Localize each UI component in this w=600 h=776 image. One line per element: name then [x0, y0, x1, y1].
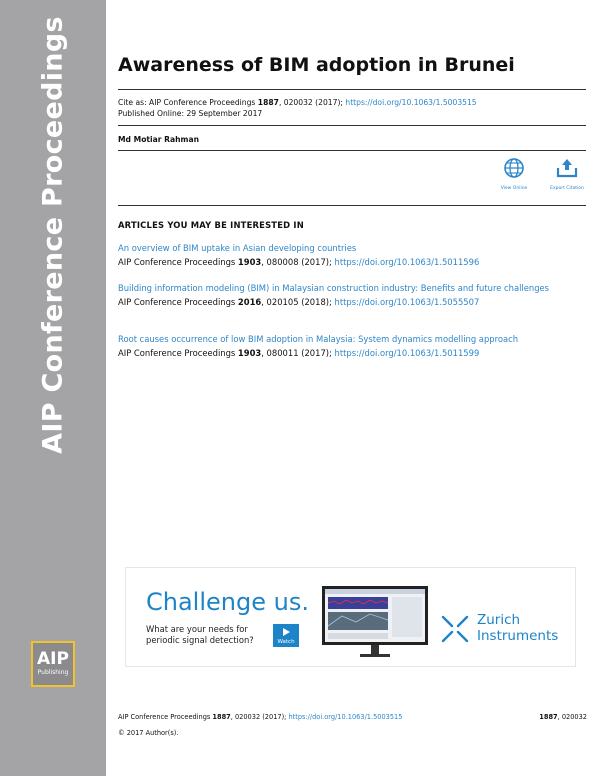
related-article-doi-link[interactable]: https://doi.org/10.1063/1.5011596 — [334, 256, 480, 267]
export-icon — [555, 157, 579, 179]
view-online-button[interactable] — [494, 157, 534, 191]
related-article-ref — [118, 297, 586, 309]
company-name-line: Zurich — [477, 612, 521, 628]
watch-button[interactable] — [273, 624, 299, 647]
logo-sub: Publishing — [37, 669, 69, 676]
ref-volume: 1903 — [237, 256, 262, 267]
divider — [118, 205, 586, 206]
related-article-doi-link[interactable]: https://doi.org/10.1063/1.5055507 — [334, 296, 480, 307]
footer-citation — [118, 713, 402, 721]
related-article-doi-link[interactable]: https://doi.org/10.1063/1.5011599 — [334, 347, 480, 358]
logo-main: AIP — [37, 649, 69, 669]
view-online-label: View Online — [500, 186, 528, 191]
ref-volume: 2016 — [237, 296, 262, 307]
cite-volume: 1887 — [257, 98, 279, 107]
page-volume: 1887 — [539, 713, 558, 721]
page-rest: , 020032 — [557, 713, 587, 721]
related-article-ref — [118, 257, 586, 269]
footer-rest: , 020032 (2017); — [230, 713, 289, 721]
zurich-instruments-ad[interactable] — [125, 567, 576, 667]
related-article-title[interactable]: Root causes occurrence of low BIM adoption in Malaysia: System dynamics modelling approach — [118, 334, 518, 344]
ref-prefix: AIP Conference Proceedings — [118, 296, 238, 307]
globe-icon — [503, 157, 525, 179]
related-articles-heading: ARTICLES YOU MAY BE INTERESTED IN — [118, 220, 304, 230]
divider — [118, 150, 586, 151]
ref-rest: , 020105 (2018); — [261, 296, 335, 307]
footer-volume: 1887 — [212, 713, 231, 721]
company-name — [477, 612, 558, 644]
company-name-line: Instruments — [477, 628, 559, 644]
sidebar — [0, 0, 106, 776]
play-icon — [281, 627, 291, 637]
citation-line — [118, 97, 477, 108]
export-citation-button[interactable] — [547, 157, 587, 191]
related-article-title[interactable]: An overview of BIM uptake in Asian developing countries — [118, 243, 357, 253]
related-article-ref — [118, 348, 586, 360]
footer-prefix: AIP Conference Proceedings — [118, 713, 213, 721]
author-name: Md Motiar Rahman — [118, 135, 199, 144]
related-article-title[interactable]: Building information modeling (BIM) in Malaysian construction industry: Benefits and future challenges — [118, 283, 550, 293]
monitor-image — [322, 586, 428, 659]
divider — [118, 89, 586, 90]
ref-prefix: AIP Conference Proceedings — [118, 256, 238, 267]
ad-subtext-line: periodic signal detection? — [146, 635, 254, 645]
copyright: © 2017 Author(s). — [118, 729, 179, 737]
article-title: Awareness of BIM adoption in Brunei — [118, 54, 515, 76]
related-article — [118, 283, 586, 308]
published-date: Published Online: 29 September 2017 — [118, 109, 263, 118]
export-citation-label: Export Citation — [550, 186, 584, 191]
ref-rest: , 080011 (2017); — [261, 347, 335, 358]
aip-publishing-logo[interactable] — [31, 641, 75, 687]
ref-rest: , 080008 (2017); — [261, 256, 335, 267]
zurich-instruments-logo-icon — [440, 614, 470, 644]
related-article — [118, 243, 586, 268]
page-reference — [539, 713, 587, 721]
journal-title: AIP Conference Proceedings — [37, 16, 69, 454]
ref-prefix: AIP Conference Proceedings — [118, 347, 238, 358]
cite-rest: , 020032 (2017); — [278, 98, 346, 107]
ad-subtext-line: What are your needs for — [146, 624, 248, 634]
ad-subtext — [146, 624, 254, 646]
ad-headline: Challenge us. — [146, 588, 309, 616]
divider — [118, 125, 586, 126]
watch-label: Watch — [277, 639, 295, 645]
cite-prefix: Cite as: AIP Conference Proceedings — [118, 98, 258, 107]
related-article — [118, 334, 586, 359]
article-doi-link[interactable]: https://doi.org/10.1063/1.5003515 — [345, 98, 477, 107]
ref-volume: 1903 — [237, 347, 262, 358]
footer-doi-link[interactable]: https://doi.org/10.1063/1.5003515 — [288, 713, 403, 721]
